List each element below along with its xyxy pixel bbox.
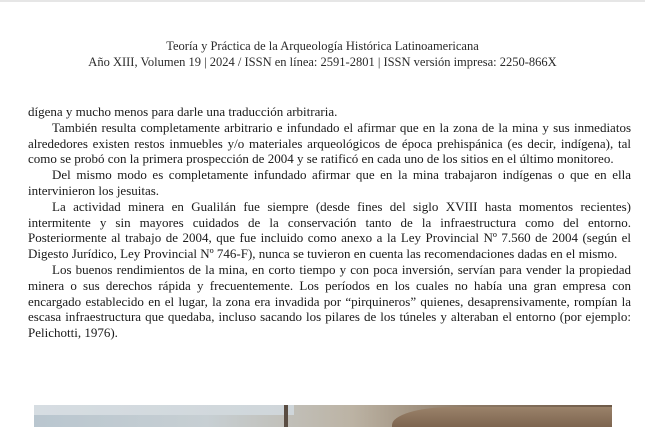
article-body [28,104,631,341]
figure-photograph [34,405,612,427]
paragraph: La actividad minera en Gualilán fue siempre (desde fines del siglo XVIII hasta momentos recientes) intermitente y sin mayores cuidados de la conservación tanto de la infraestructura como del entorno. Posteriormente al trabajo de 2004, que fue incluido como anexo a la Ley Provincial Nº 7.560 de 2004 (según el Digesto Jurídico, Ley Provincial Nº 746-F), nunca se tuvieron en cuenta las recomendaciones dadas en el mismo. [28,198,631,262]
page-top-rule [0,0,645,2]
photo-structure [284,405,288,427]
journal-title: Teoría y Práctica de la Arqueología Histórica Latinoamericana [166,39,479,53]
paragraph-continuation: dígena y mucho menos para darle una traducción arbitraria. [28,104,338,119]
paragraph: Los buenos rendimientos de la mina, en corto tiempo y con poca inversión, servían para vender la propiedad minera o sus derechos rápida y frecuentemente. Los períodos en los cuales no había una gran empresa con encargado establecido en el lugar, la zona era invadida por “pirquineros” quienes, desaprensivamente, rompían la escasa infraestructura que quedaba, incluso sacando los pilares de los túneles y alteraban el entorno (por ejemplo: Pelichotti, 1976). [28,261,631,341]
running-header [0,38,645,70]
photo-rock-outcrop [392,407,612,427]
issue-info: Año XIII, Volumen 19 | 2024 / ISSN en línea: 2591-2801 | ISSN versión impresa: 2250-866X [88,55,557,69]
paragraph: Del mismo modo es completamente infundado afirmar que en la mina trabajaron indígenas o que en ella intervinieron los jesuitas. [28,167,631,198]
paragraph: También resulta completamente arbitrario e infundado el afirmar que en la zona de la mina y sus inmediatos alrededores existen restos inmuebles y/o materiales arqueológicos de época prehispánica (es decir, indígena), tal como se probó con la primera prospección de 2004 y se ratificó en cada uno de los sitios en el último monitoreo. [28,119,631,167]
photo-sky [34,405,294,415]
